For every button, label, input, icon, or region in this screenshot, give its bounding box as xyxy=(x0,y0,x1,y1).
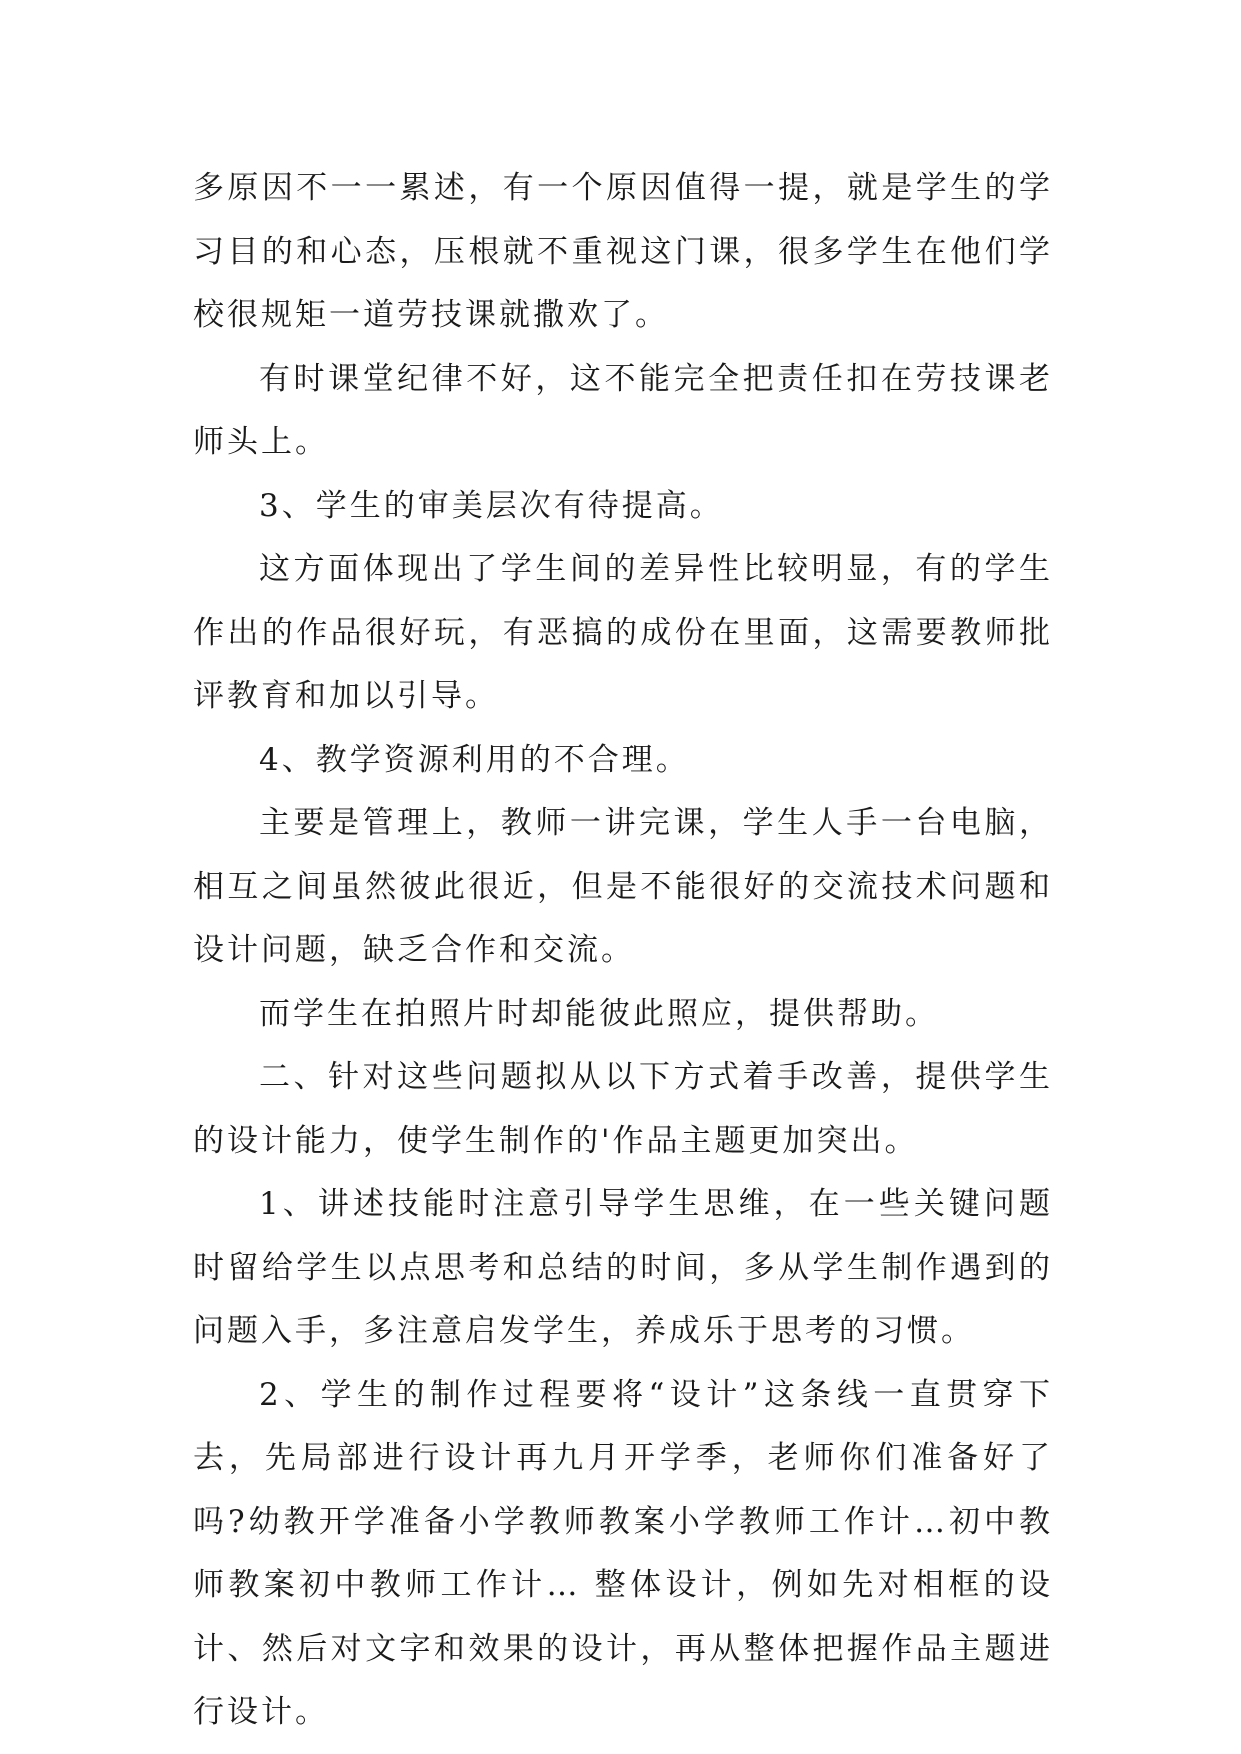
paragraph-4: 这方面体现出了学生间的差异性比较明显，有的学生作出的作品很好玩，有恶搞的成份在里面，这需要教师批评教育和加以引导。 xyxy=(193,551,1053,714)
paragraph-2: 有时课堂纪律不好，这不能完全把责任扣在劳技课老师头上。 xyxy=(193,360,1053,460)
paragraph-5-heading: 4、教学资源利用的不合理。 xyxy=(259,741,690,778)
paragraph-8-section: 二、针对这些问题拟从以下方式着手改善，提供学生的设计能力，使学生制作的'作品主题更加突出。 xyxy=(193,1059,1053,1159)
paragraph-7: 而学生在拍照片时却能彼此照应，提供帮助。 xyxy=(259,995,939,1032)
paragraph-6: 主要是管理上，教师一讲完课，学生人手一台电脑，相互之间虽然彼此很近，但是不能很好的交流技术问题和设计问题，缺乏合作和交流。 xyxy=(193,805,1053,968)
paragraph-1: 多原因不一一累述，有一个原因值得一提，就是学生的学习目的和心态，压根就不重视这门课，很多学生在他们学校很规矩一道劳技课就撒欢了。 xyxy=(193,170,1053,333)
paragraph-10: 2、学生的制作过程要将“设计”这条线一直贯穿下去，先局部进行设计再九月开学季，老师你们准备好了吗?幼教开学准备小学教师教案小学教师工作计…初中教师教案初中教师工作计… 整体设计，例如先对相框的设计、然后对文字和效果的设计，再从整体把握作品主题进行设计。 xyxy=(193,1376,1053,1730)
paragraph-3-heading: 3、学生的审美层次有待提高。 xyxy=(259,487,724,524)
document-body xyxy=(193,157,1053,1745)
paragraph-9: 1、讲述技能时注意引导学生思维，在一些关键问题时留给学生以点思考和总结的时间，多从学生制作遇到的问题入手，多注意启发学生，养成乐于思考的习惯。 xyxy=(193,1186,1053,1349)
